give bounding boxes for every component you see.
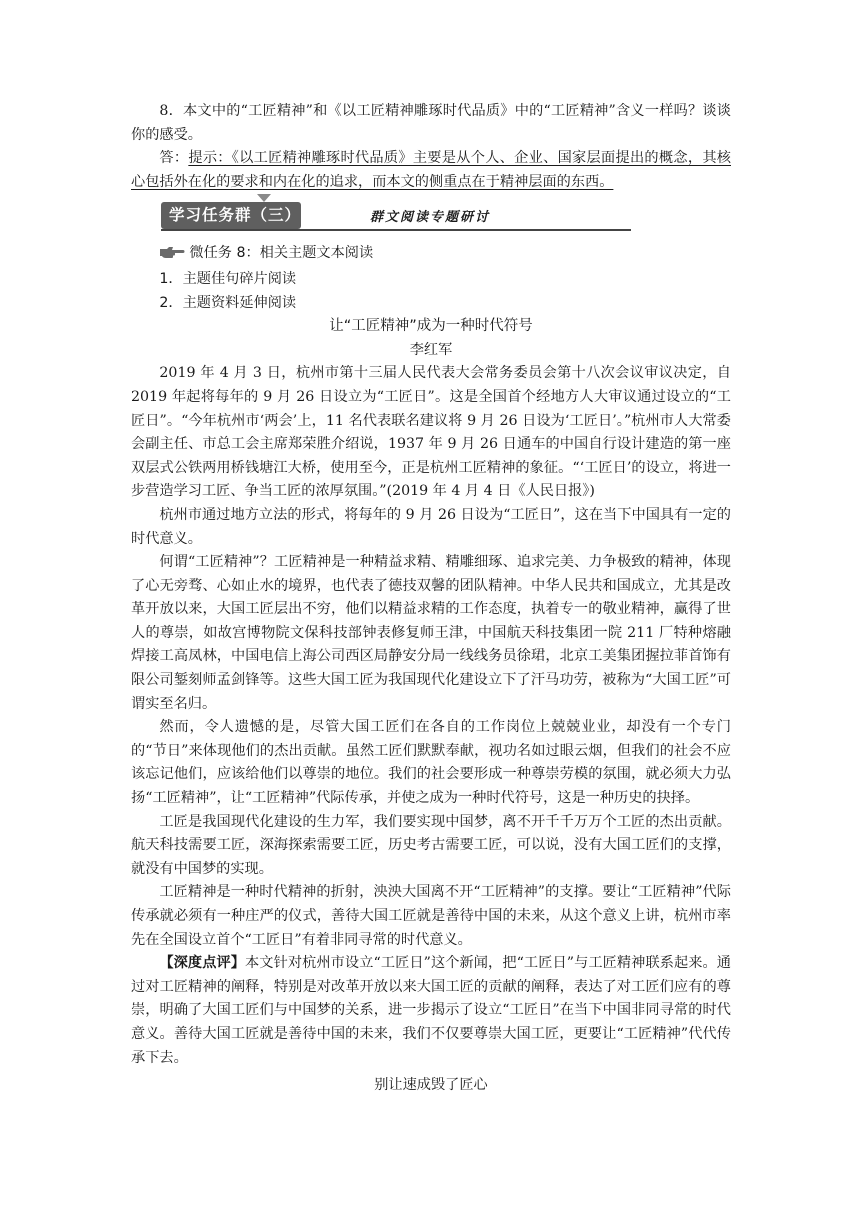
banner-subtitle: 群文阅读专题研讨 — [370, 210, 491, 226]
article-paragraph: 然而，令人遗憾的是，尽管大国工匠们在各自的工作岗位上兢兢业业，却没有一个专门的“节日”来体现他们的杰出贡献。虽然工匠们默默奉献，视功名如过眼云烟，但我们的社会不应该忘记他们，应该给他们以尊崇的地位。我们的社会要形成一种尊崇劳模的氛围，就必须大力弘扬“工匠精神”，让“工匠精神”代际传承，并使之成为一种时代符号，这是一种历史的抉择。 — [131, 719, 731, 807]
banner-notch-icon — [257, 194, 271, 202]
answer-label: 答： — [159, 150, 189, 167]
list-item: 2．主题资料延伸阅读 — [159, 294, 297, 311]
answer — [131, 147, 731, 194]
banner-title: 学习任务群（三） — [161, 202, 301, 229]
article-author: 李红军 — [409, 341, 453, 358]
pointing-hand-icon — [159, 244, 185, 268]
deep-comment — [131, 952, 731, 1070]
list-item: 1．主题佳句碎片阅读 — [159, 270, 297, 287]
answer-text: 提示：《以工匠精神雕琢时代品质》主要是从个人、企业、国家层面提出的概念，其核心包括外在化的要求和内在化的追求，而本文的侧重点在于精神层面的东西。 — [131, 150, 731, 190]
next-article-title: 别让速成毁了匠心 — [374, 1077, 488, 1094]
task-group-banner — [131, 200, 731, 240]
document-page — [131, 100, 731, 1098]
comment-text: 本文针对杭州市设立“工匠日”这个新闻，把“工匠日”与工匠精神联系起来。通过对工匠精神的阐释，特别是对改革开放以来大国工匠的贡献的阐释，表达了对工匠们应有的尊崇，明确了大国工匠们与中国梦的关系，进一步揭示了设立“工匠日”在当下中国非同寻常的时代意义。善待大国工匠就是善待中国的未来，我们不仅要尊崇大国工匠，更要让“工匠精神”代代传承下去。 — [131, 955, 731, 1066]
article-paragraph: 何谓“工匠精神”？工匠精神是一种精益求精、精雕细琢、追求完美、力争极致的精神，体现了心无旁骛、心如止水的境界，也代表了德技双馨的团队精神。中华人民共和国成立，尤其是改革开放以来，大国工匠层出不穷，他们以精益求精的工作态度，执着专一的敬业精神，赢得了世人的尊崇，如故宫博物院文保科技部钟表修复师王津，中国航天科技集团一院 211 厂特种熔融焊接工高凤林，中国电信上海公司西区局静安分局一线线务员徐珺，北京工美集团握拉菲首饰有限公司錾刻师孟剑锋等。这些大国工匠为我国现代化建设立下了汗马功劳，被称为“大国工匠”可谓实至名归。 — [131, 554, 731, 712]
microtask-label: 微任务 8：相关主题文本阅读 — [189, 245, 374, 262]
article-paragraph: 工匠是我国现代化建设的生力军，我们要实现中国梦，离不开千千万万个工匠的杰出贡献。航天科技需要工匠，深海探索需要工匠，历史考古需要工匠，可以说，没有大国工匠们的支撑，就没有中国梦的实现。 — [131, 813, 731, 877]
article-paragraph: 2019 年 4 月 3 日，杭州市第十三届人民代表大会常务委员会第十八次会议审议决定，自 2019 年起将每年的 9 月 26 日设立为“工匠日”。这是全国首个经地方人大审议通过设立的“工匠日”。“今年杭州市‘两会’上，11 名代表联名建议将 9 月 26 日设为‘工匠日’。”杭州市人大常委会副主任、市总工会主席郑荣胜介绍说，1937 年 9 月 26 日通车的中国自行设计建造的第一座双层式公铁两用桥钱塘江大桥，使用至今，正是杭州工匠精神的象征。“‘工匠日’的设立，将进一步营造学习工匠、争当工匠的浓厚氛围。”(2019 年 4 月 4 日《人民日报》) — [131, 365, 731, 500]
article-paragraph: 杭州市通过地方立法的形式，将每年的 9 月 26 日设为“工匠日”，这在当下中国具有一定的时代意义。 — [131, 506, 731, 547]
comment-label: 【深度点评】 — [159, 955, 246, 972]
article-title: 让“工匠精神”成为一种时代符号 — [329, 318, 533, 335]
microtask-heading — [131, 242, 731, 268]
question-8: 8．本文中的“工匠精神”和《以工匠精神雕琢时代品质》中的“工匠精神”含义一样吗？谈谈你的感受。 — [131, 103, 731, 143]
article-paragraph: 工匠精神是一种时代精神的折射，泱泱大国离不开“工匠精神”的支撑。要让“工匠精神”代际传承就必须有一种庄严的仪式，善待大国工匠就是善待中国的未来，从这个意义上讲，杭州市率先在全国设立首个“工匠日”有着非同寻常的时代意义。 — [131, 884, 731, 948]
